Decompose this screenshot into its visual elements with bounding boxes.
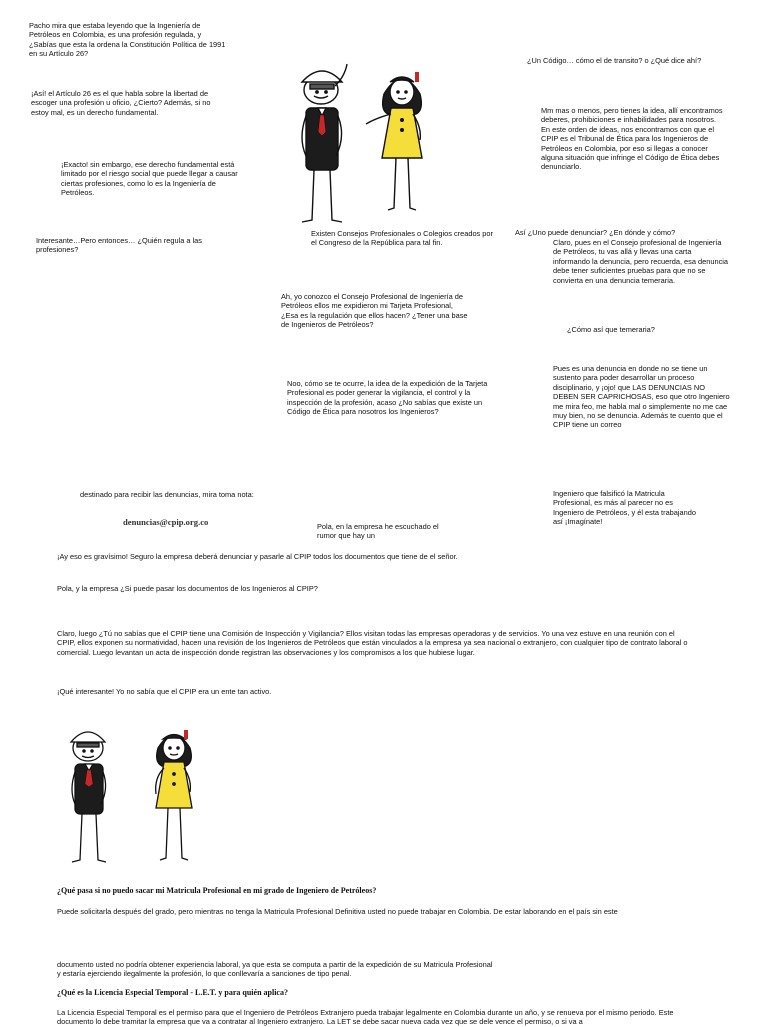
bubble-claro-pues: Claro, pues en el Consejo profesional de Ingeniería de Petróleos, tu vas allá y llevas una carta informando la denuncia, pero recuerda, esa denuncia debe tener suficientes pruebas para que no se convierta en una denuncia temeraria. (553, 238, 729, 285)
bubble-pues-es-denuncia: Pues es una denuncia en donde no se tiene un sustento para poder desarrollar un proceso disciplinario, y ¡ojo! que LAS DENUNCIAS NO DEBEN SER CAPRICHOSAS, eso que otro Ingeniero me mira feo, me habla mal o simplemente no me cae muy bien, no se denuncia. Además te cuento que el CPIP tiene un correo (553, 364, 730, 430)
heading-licencia-question: ¿Qué es la Licencia Especial Temporal - L.E.T. y para quién aplica? (57, 988, 288, 997)
bubble-ah-yo-conozco: Ah, yo conozco el Consejo Profesional de Ingeniería de Petróleos ellos me expidieron mi Tarjeta Profesional, ¿Esa es la regulación que ellos hacen? ¿Tener una base de Ingenieros de Petróleos? (281, 292, 468, 330)
bubble-articulo-26: ¡Así! el Artículo 26 es el que habla sobre la libertad de escoger una profesión u oficio, ¿Cierto? Además, si no estoy mal, es un derecho fundamental. (31, 89, 211, 117)
body-paragraph-licencia: La Licencia Especial Temporal es el permiso para que el Ingeniero de Petróleos Extranjero pueda trabajar legalmente en Colombia durante un año, y se renueva por el mismo periodo. Este documento lo debe tramitar la empresa que va a contratar al Ingeniero extranjero. La LET se debe sacar nueva cada vez que se dele vence el permiso, o si va a (57, 1008, 674, 1027)
bubble-exacto: ¡Exacto! sin embargo, ese derecho fundamental está limitado por el riesgo social que puede llegar a causar ciertas profesiones, como lo es la Ingeniería de Petróleos. (61, 160, 238, 198)
bubble-codigo-question: ¿Un Código… cómo el de transito? o ¿Qué dice ahí? (527, 56, 702, 65)
bubble-intro: Pacho mira que estaba leyendo que la Ingeniería de Petróleos en Colombia, es una profesión regulada, y ¿Sabías que esta la ordena la Constitución Política de 1991 en su Artículo 26? (29, 21, 226, 59)
bubble-destinado: destinado para recibir las denuncias, mira toma nota: (80, 490, 254, 499)
bubble-existen-consejos: Existen Consejos Profesionales o Colegios creados por el Congreso de la República para tal fin. (311, 229, 493, 248)
bubble-denunciar-question: Así ¿Uno puede denunciar? ¿En dónde y cómo? (515, 228, 676, 237)
woman-yellow-dress-figure (366, 72, 422, 210)
bubble-pola-escucha: Pola, en la empresa he escuchado el rumor que hay un (317, 522, 439, 541)
body-paragraph-documento: documento usted no podría obtener experiencia laboral, ya que esta se computa a partir de la expedición de su Matricula Profesional y estaría ejerciendo ilegalmente la profesión, lo que conllevaría a sanciones de tipo penal. (57, 960, 493, 979)
bubble-temeraria-question: ¿Cómo así que temeraria? (567, 325, 655, 334)
denuncias-email: denuncias@cpip.org.co (123, 517, 209, 527)
bubble-ingeniero-falsifico: Ingeniero que falsificó la Matricula Profesional, es más al parecer no es Ingeniero de Petróleos, y él esta trabajando así ¡Imagínate! (553, 489, 696, 527)
engineer-man-figure (302, 64, 347, 222)
woman-yellow-dress-figure-2 (156, 730, 192, 860)
body-paragraph-gravisimo: ¡Ay eso es gravísimo! Seguro la empresa deberá denunciar y pasarle al CPIP todos los documentos que tiene de el señor. (57, 552, 458, 561)
engineer-and-woman-illustration-2 (58, 722, 208, 870)
engineer-and-woman-illustration (288, 58, 448, 228)
bubble-noo: Noo, cómo se te ocurre, la idea de la expedición de la Tarjeta Profesional es poder generar la vigilancia, el control y la inspección de la profesión, acaso ¿No sabías que existe un Código de Ética para nosotros los Ingenieros? (287, 379, 488, 417)
body-paragraph-comision: Claro, luego ¿Tú no sabías que el CPIP tiene una Comisión de Inspección y Vigilancia? Ellos visitan todas las empresas operadoras y de servicios. Yo una vez estuve en una reunión con el CPIP, ellos exponen su normatividad, hacen una revisión de los Ingenieros de Petróleos que están vinculados a la empresa ya sea nacional o extranjero, con cualquier tipo de contrato laboral o comercial. Luego levantan un acta de inspección donde registran las observaciones y los compromisos a los que hubiese lugar. (57, 629, 688, 657)
bubble-interesante: Interesante…Pero entonces… ¿Quién regula a las profesiones? (36, 236, 202, 255)
body-paragraph-que-interesante: ¡Qué interesante! Yo no sabía que el CPIP era un ente tan activo. (57, 687, 272, 696)
body-paragraph-pola-empresa: Pola, y la empresa ¿Si puede pasar los documentos de los Ingenieros al CPIP? (57, 584, 318, 593)
engineer-man-figure-2 (71, 732, 106, 862)
heading-matricula-question: ¿Qué pasa si no puedo sacar mi Matricula Profesional en mi grado de Ingeniero de Petróleos? (57, 886, 377, 895)
body-paragraph-puede-solicitarla: Puede solicitarla después del grado, pero mientras no tenga la Matricula Profesional Definitiva usted no puede trabajar en Colombia. De estar laborando en el país sin este (57, 907, 618, 916)
bubble-mm-mas-o-menos: Mm mas o menos, pero tienes la idea, allí encontramos deberes, prohibiciones e inhabilidades para nosotros. En este orden de ideas, nos encontramos con que el CPIP es el Tribunal de Ética para los Ingenieros de Petróleos en Colombia, por eso si llegas a conocer alguna situación que infringe el Código de Ética debes denunciarlo. (541, 106, 723, 172)
